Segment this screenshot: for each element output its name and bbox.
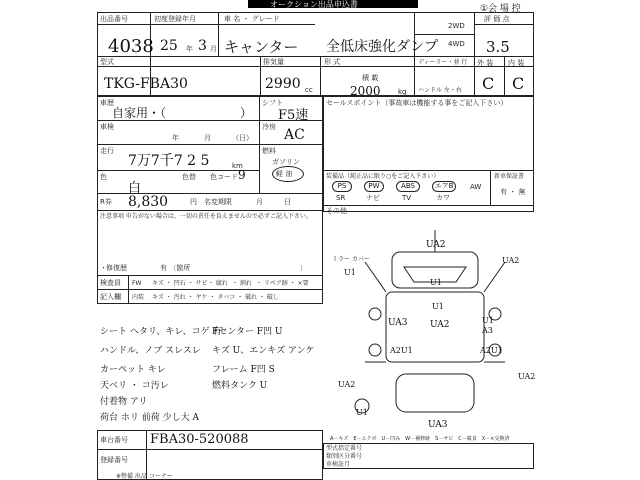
interior-label: 内 装 (508, 59, 525, 67)
mileage-value: 7万7千7 2 5 (128, 153, 210, 169)
first-reg-year: 25 (160, 38, 178, 54)
inspection-month: 月 (204, 134, 211, 142)
check-row1-item-4: ・ リペア跡 ・ ×要 (256, 280, 309, 287)
lot-number: 4038 (108, 36, 154, 57)
diagram-u1-hood: U1 (432, 302, 444, 311)
diagram-a2u1-left: A2U1 (390, 346, 413, 355)
equip-aw: AW (470, 183, 482, 191)
shift-label: シフト (262, 99, 283, 107)
model-name: キャンター (224, 38, 299, 56)
lot-number-label: 出品番号 (100, 15, 128, 23)
body-close: ） (240, 106, 253, 120)
check-row1-item-0: FW (132, 280, 142, 287)
ac-value: AC (284, 127, 305, 143)
diagram-u1-bottom: U1 (356, 408, 368, 417)
new-warranty-label: 新車保証書 (494, 173, 525, 180)
drive-4wd: 4WD (448, 40, 465, 48)
color-label-2: 色替 (182, 173, 196, 181)
equip-airbag: エアB (432, 181, 456, 192)
check-row2-item-1: キズ ・ 汚れ ・ ヤケ ・ タバコ ・ 破れ ・ 破し (152, 294, 279, 301)
spec-row-1: 類別区分番号 (326, 453, 363, 460)
first-reg-label: 初度登録年月 (154, 15, 196, 23)
fuel-circle (272, 166, 304, 182)
note-line-2: カーペット キレ (100, 365, 166, 375)
score-label: 評 価 点 (484, 15, 510, 23)
exterior-label: 外 装 (477, 59, 494, 67)
check-row1-label: 検査員 (100, 279, 121, 287)
color-value: 白 (128, 181, 142, 196)
shape-label: 形 式 (324, 58, 341, 66)
equip-pw: PW (364, 181, 384, 192)
check-row1-item-1: キズ ・ 凹石 ・ サビ (152, 280, 208, 287)
truck-rear (396, 374, 474, 412)
spec-row-0: 型式指定番号 (326, 445, 363, 452)
equip-leather: カワ (436, 194, 450, 202)
load-value: 2000 (350, 84, 381, 98)
color-code: 9 (238, 168, 246, 182)
mileage-unit: km (232, 162, 243, 170)
equipment-title: 装備品（純正品に限り○をご記入下さい） (326, 173, 440, 180)
registration-label: 登録番号 (100, 456, 128, 464)
selling-points-title: セールスポイント（事故車は機能する事をご記入下さい） (326, 99, 508, 107)
new-warranty-value: 有 ・ 無 (500, 188, 526, 196)
name-change-month: 月 (256, 198, 263, 206)
check-row2-label: 記入欄 (100, 293, 121, 301)
repair-label: 修復歴 (106, 264, 127, 272)
check-row1-item-3: ・ 割れ (232, 280, 252, 287)
repair-close: 〕 (300, 264, 307, 272)
note-line-4: 付着物 アリ (100, 397, 148, 407)
body-value: 自家用・（ (112, 106, 167, 120)
note-line-5: 荷台 ホリ 前荷 少し大 A (100, 413, 199, 423)
dealer-label: ディーラー・並 行 (418, 59, 468, 66)
shift-value: F5速 (278, 108, 309, 123)
grade: 全低床強化ダンプ (326, 39, 439, 55)
note-right-0: Fセンター F凹 U (212, 327, 283, 337)
equip-abs: ABS (396, 181, 420, 192)
note-right-1: キズ U、エンキズ アンケ (212, 346, 315, 356)
diagram-ua2-bl: UA2 (338, 380, 356, 389)
diagram-u1-upper: U1 (430, 278, 442, 287)
inspection-year: 年 (172, 134, 179, 142)
sheet-section-label: その他 (326, 207, 347, 215)
recycle-label: R券 (100, 198, 112, 206)
spec-row-2: 車検証月 (326, 461, 351, 468)
fuel-label: 燃料 (262, 147, 276, 155)
score: 3.5 (486, 38, 510, 56)
check-row2-item-0: 内装 (132, 294, 145, 301)
check-row1-item-2: ・ 腐れ (208, 280, 228, 287)
diagram-ua2-mid: UA2 (430, 320, 450, 330)
diagram-ua3-bottom: UA3 (428, 420, 448, 430)
notice-label: 注意事項 申告がない場合は、一切の責任を負えませんので必ずご記入下さい。 (100, 213, 312, 220)
diagram-ua2-br: UA2 (518, 372, 536, 381)
diagram-title: ミラー カバー (332, 256, 370, 263)
diagram-ua2-top: UA2 (426, 240, 446, 250)
interior-grade: C (512, 74, 525, 93)
equip-navi: ナビ (366, 194, 380, 202)
chassis-value: FBA30-520088 (150, 432, 249, 447)
name-change-label: 名変期限 (204, 198, 232, 206)
month-unit: 月 (210, 45, 217, 53)
load-unit: kg (398, 88, 407, 96)
displacement-unit: cc (305, 86, 313, 94)
body-label: 車歴 (100, 99, 114, 107)
inspection-day: （日） (232, 134, 253, 142)
diagram-u1-left: U1 (344, 268, 356, 277)
drive-2wd: 2WD (448, 22, 465, 30)
equip-ps: PS (332, 181, 352, 192)
diagram-ua3-left: UA3 (388, 318, 408, 328)
mileage-label: 走行 (100, 147, 114, 155)
equip-tv: TV (402, 194, 412, 202)
steering-label: ハンドル 左・右 (418, 87, 462, 94)
note-line-3: 天ベリ ・ コ汚レ (100, 381, 169, 391)
note-right-2: フレーム F凹 S (212, 365, 275, 375)
wheel-rear-left (369, 344, 381, 356)
bottom-text: ※整備 出品 コーナー (116, 473, 173, 480)
color-label: 色 (100, 173, 107, 181)
recycle-unit: 円 (190, 198, 197, 206)
note-line-1: ハンドル、ノブ スレスレ (100, 346, 201, 356)
note-right-3: 燃料タンク U (212, 381, 268, 391)
venue-label: ①会 場 控 (480, 4, 521, 14)
exterior-grade: C (482, 74, 495, 93)
color-code-label: 色コード (210, 173, 238, 181)
model-label: 車 名 ・ グレード (224, 15, 280, 23)
wheel-front-left (369, 308, 381, 320)
year-unit: 年 (186, 45, 193, 53)
fuel-value-2: 軽 油 (276, 170, 293, 178)
ac-label: 冷房 (262, 123, 276, 131)
first-reg-month: 3 (198, 38, 207, 54)
type-label: 型式 (100, 58, 114, 66)
inspection-label: 車検 (100, 123, 114, 131)
displacement-label: 排気量 (263, 58, 284, 66)
diagram-ua2-right: UA2 (502, 256, 520, 265)
diagram-a3-right: A3 (482, 326, 493, 335)
repair-prefix: ・ (100, 264, 107, 272)
type-value: TKG-FBA30 (104, 76, 188, 92)
chassis-label: 車台番号 (100, 436, 128, 444)
diagram-a2u1-right: A2U1 (480, 346, 503, 355)
name-change-day: 日 (284, 198, 291, 206)
equip-sr: SR (336, 194, 346, 202)
load-label: 積 載 (362, 74, 379, 82)
displacement-value: 2990 (265, 76, 301, 92)
diagram-legend: A－キズ E－エクボ U－凹み W－補修跡 S－サビ C－腐食 X－×交換済 (330, 436, 510, 442)
diagram-u1-right: U1 (482, 316, 494, 325)
note-line-0: シート ヘタリ、キレ、コゲ 有 (100, 327, 222, 337)
recycle-value: 8,830 (128, 194, 169, 210)
fuel-value-1: ガソリン (272, 158, 300, 166)
header-banner-text: オークション出品申込書 (270, 0, 358, 9)
repair-value: 有 〔箇所 (160, 264, 191, 272)
